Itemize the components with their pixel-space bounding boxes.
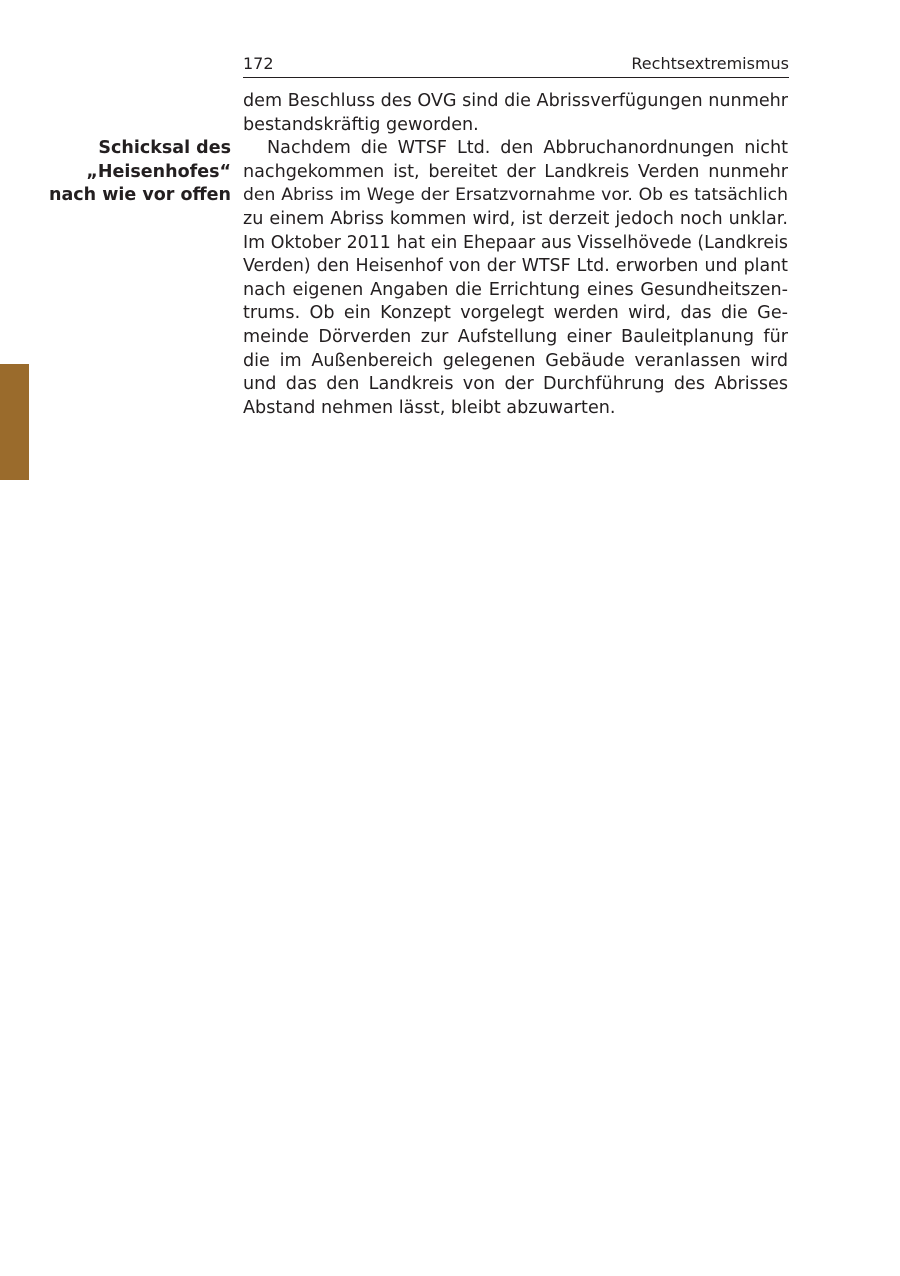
body-line: die im Außenbereich gelegenen Gebäude veranlassen wird	[243, 350, 788, 371]
chapter-thumb-tab	[0, 364, 29, 480]
page-number: 172	[243, 54, 274, 73]
margin-note-line: Schicksal des	[98, 138, 231, 158]
body-line: dem Beschluss des OVG sind die Abrissverfügungen nunmehr	[243, 91, 789, 111]
body-line: bestandskräftig geworden.	[243, 114, 479, 135]
body-line: Im Oktober 2011 hat ein Ehepaar aus Visselhövede (Landkreis	[243, 232, 788, 253]
margin-note-line: „Heisenhofes“	[86, 161, 231, 182]
body-line: den Abriss im Wege der Ersatzvornahme vor. Ob es tatsächlich	[243, 185, 788, 206]
body-line: und das den Landkreis von der Durchführung des Abrisses	[243, 374, 788, 395]
body-line: trums. Ob ein Konzept vorgelegt werden wird, das die Ge-	[243, 303, 788, 324]
body-line: Nachdem die WTSF Ltd. den Abbruchanordnungen nicht	[267, 138, 788, 159]
margin-note-line: nach wie vor offen	[49, 185, 231, 206]
body-line: Verden) den Heisenhof von der WTSF Ltd. erworben und plant	[243, 256, 788, 277]
body-line: Abstand nehmen lässt, bleibt abzuwarten.	[243, 397, 616, 418]
body-text	[243, 90, 788, 420]
margin-note	[40, 137, 231, 208]
body-line: meinde Dörverden zur Aufstellung einer Bauleitplanung für	[243, 326, 788, 347]
body-line: nachgekommen ist, bereitet der Landkreis Verden nunmehr	[243, 161, 788, 182]
running-title: Rechtsextremismus	[631, 54, 789, 73]
page-header	[243, 52, 789, 78]
body-line: zu einem Abriss kommen wird, ist derzeit jedoch noch unklar.	[243, 208, 788, 229]
body-line: nach eigenen Angaben die Errichtung eines Gesundheitszen-	[243, 279, 788, 300]
